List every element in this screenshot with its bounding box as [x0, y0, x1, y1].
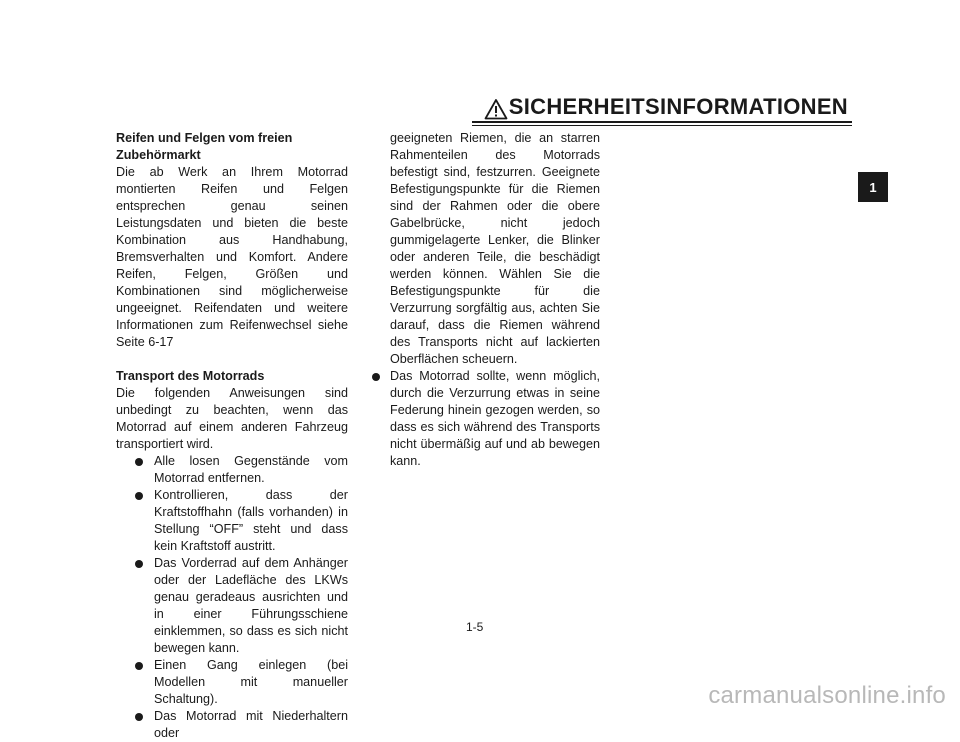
- left-column: [116, 130, 348, 742]
- page-header: [472, 90, 852, 124]
- bullet-dot-icon: [135, 492, 143, 500]
- section-heading-tires-line2: Zubehörmarkt: [116, 148, 201, 162]
- bullet-dot-icon: [372, 373, 380, 381]
- list-item: Einen Gang einlegen (bei Modellen mit manueller Schaltung).: [132, 657, 348, 708]
- chapter-tab: 1: [858, 172, 888, 202]
- section-intro-transport: Die folgenden Anweisungen sind unbedingt zu beachten, wenn das Motorrad auf einem anderen Fahrzeug transportiert wird.: [116, 386, 348, 451]
- bullet-dot-icon: [135, 662, 143, 670]
- page-title: SICHERHEITSINFORMATIONEN: [508, 94, 848, 119]
- header-rule-thick: [472, 121, 852, 123]
- list-item: Kontrollieren, dass der Kraftstoffhahn (falls vorhanden) in Stellung “OFF” steht und dass kein Kraftstoff austritt.: [132, 487, 348, 555]
- bullet-dot-icon: [135, 713, 143, 721]
- warning-triangle-icon: [484, 98, 508, 120]
- section-heading-tires-line1: Reifen und Felgen vom freien: [116, 131, 293, 145]
- right-column: [368, 130, 600, 470]
- header-rule-thin: [472, 125, 852, 126]
- section-heading-transport: Transport des Motorrads: [116, 369, 265, 383]
- transport-bullet-list-continued: [368, 368, 600, 470]
- list-item: Alle losen Gegenstände vom Motorrad entfernen.: [132, 453, 348, 487]
- section-body-tires: Die ab Werk an Ihrem Motorrad montierten Reifen und Felgen entsprechen genau seinen Leistungsdaten und bieten die beste Kombination aus Handhabung, Bremsverhalten und Komfort. Andere Reifen, Felgen, Größen und Kombinationen sind möglicherweise ungeeignet. Reifendaten und weitere Informationen zum Reifenwechsel siehe Seite 6-17: [116, 165, 348, 349]
- page-number: 1-5: [466, 620, 484, 634]
- list-item: Das Motorrad mit Niederhaltern oder: [132, 708, 348, 742]
- transport-bullet-list: [116, 453, 348, 742]
- list-item: Das Vorderrad auf dem Anhänger oder der Ladefläche des LKWs genau geradeaus ausrichten und in einer Führungsschiene einklemmen, so dass es sich nicht bewegen kann.: [132, 555, 348, 657]
- bullet-dot-icon: [135, 458, 143, 466]
- list-item: Das Motorrad sollte, wenn möglich, durch die Verzurrung etwas in seine Federung hinein gezogen werden, so dass es sich während des Transports nicht übermäßig auf und ab bewegen kann.: [368, 368, 600, 470]
- bullet-continuation: geeigneten Riemen, die an starren Rahmenteilen des Motorrads befestigt sind, festzurren. Geeignete Befestigungspunkte für die Riemen sind der Rahmen oder die obere Gabelbrücke, nicht jedoch gummigelagerte Lenker, die Blinker oder anderen Teile, die beschädigt werden können. Wählen Sie die Befestigungspunkte für die Verzurrung sorgfältig aus, achten Sie darauf, dass die Riemen während des Transports nicht auf lackierten Oberflächen scheuern.: [390, 131, 600, 366]
- bullet-dot-icon: [135, 560, 143, 568]
- watermark: carmanualsonline.info: [708, 682, 946, 709]
